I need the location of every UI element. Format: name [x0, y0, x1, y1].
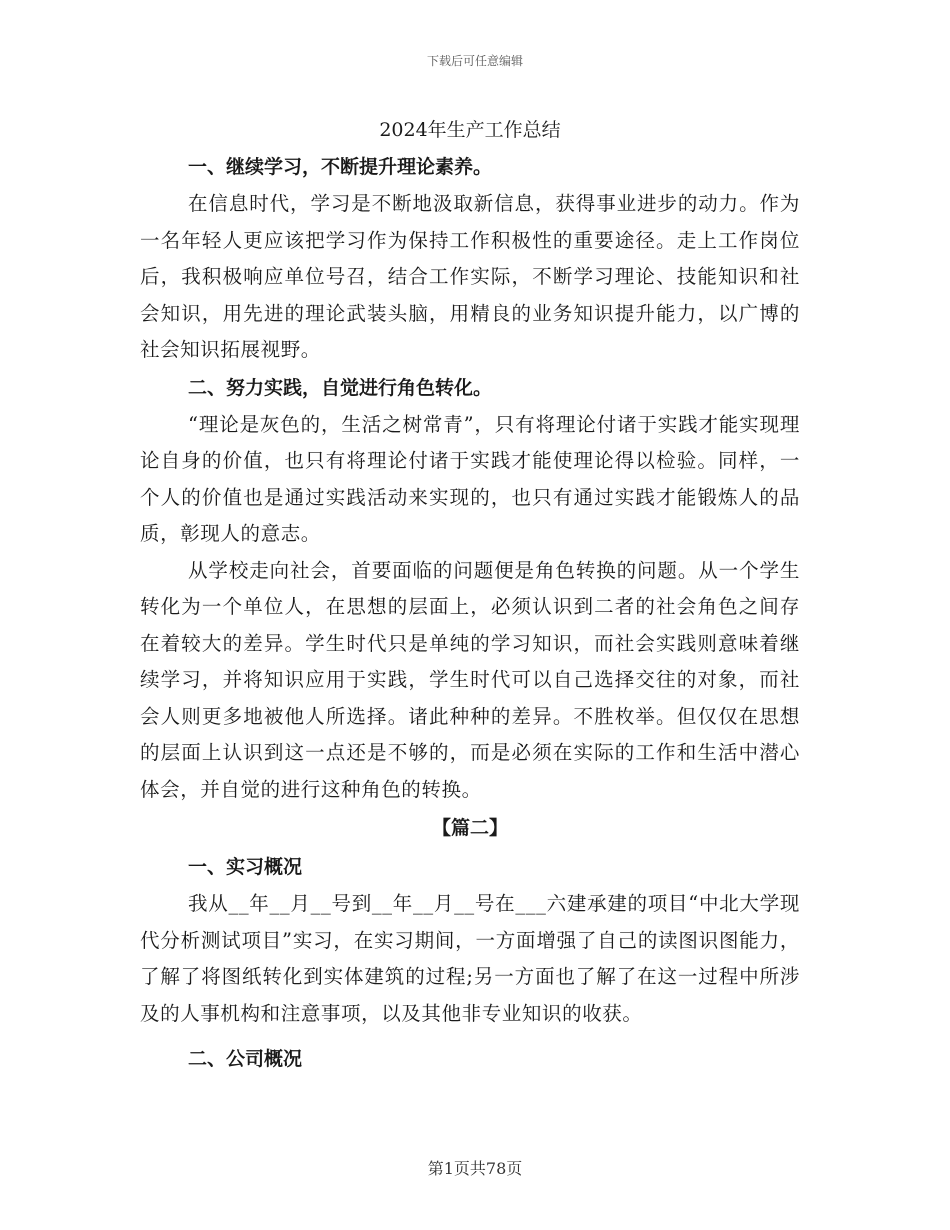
paragraph-2: “理论是灰色的，生活之树常青”，只有将理论付诸于实践才能实现理论自身的价值，也只有将理论付诸于实践才能使理论得以检验。同样，一个人的价值也是通过实践活动来实现的，也只有通过实践才能锻炼人的品质，彰现人的意志。 — [140, 412, 800, 545]
page-footer: 第1页共78页 — [427, 1159, 523, 1178]
part-two-section-heading-2: 二、公司概况 — [188, 1048, 303, 1070]
document-body — [140, 112, 800, 1078]
section-heading-1: 一、继续学习，不断提升理论素养。 — [188, 156, 493, 178]
section-heading-2: 二、努力实践，自觉进行角色转化。 — [188, 376, 493, 399]
part-two-section-heading-1: 一、实习概况 — [188, 856, 303, 878]
paragraph-4: 我从__年__月__号到__年__月__号在___六建承建的项目“中北大学现代分析测试项目”实习，在实习期间，一方面增强了自己的读图识图能力，了解了将图纸转化到实体建筑的过程;另一方面也了解了在这一过程中所涉及的人事机构和注意事项，以及其他非专业知识的收获。 — [140, 892, 800, 1025]
document-title: 2024年生产工作总结 — [379, 119, 561, 141]
paragraph-1: 在信息时代，学习是不断地汲取新信息，获得事业进步的动力。作为一名年轻人更应该把学习作为保持工作积极性的重要途径。走上工作岗位后，我积极响应单位号召，结合工作实际，不断学习理论、技能知识和社会知识，用先进的理论武装头脑，用精良的业务知识提升能力，以广博的社会知识拓展视野。 — [140, 192, 800, 361]
paragraph-3: 从学校走向社会，首要面临的问题便是角色转换的问题。从一个学生转化为一个单位人，在思想的层面上，必须认识到二者的社会角色之间存在着较大的差异。学生时代只是单纯的学习知识，而社会实践则意味着继续学习，并将知识应用于实践，学生时代可以自己选择交往的对象，而社会人则更多地被他人所选择。诸此种种的差异。不胜枚举。但仅仅在思想的层面上认识到这一点还是不够的，而是必须在实际的工作和生活中潜心体会，并自觉的进行这种角色的转换。 — [140, 558, 800, 801]
part-two-heading: 【篇二】 — [431, 817, 508, 839]
page-header: 下载后可任意编辑 — [426, 54, 523, 68]
